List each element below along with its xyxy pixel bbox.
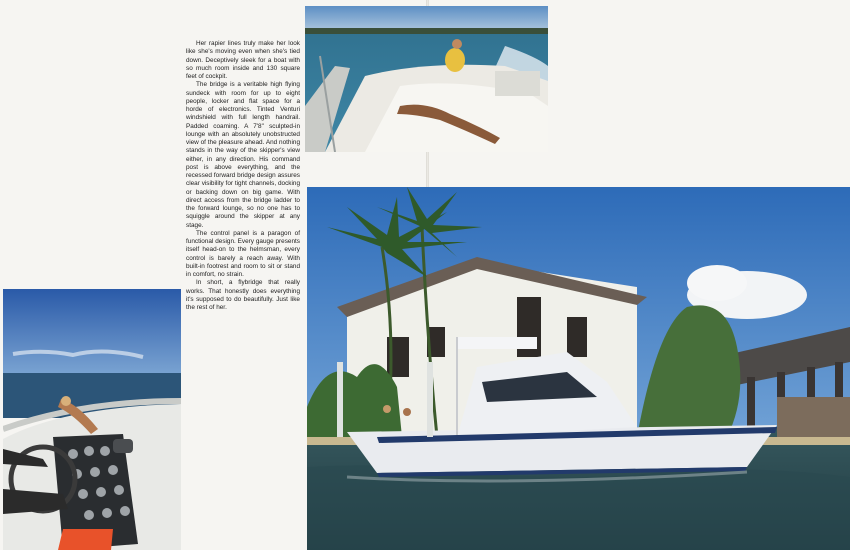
body-copy [186, 40, 300, 312]
photo-yacht-at-dock [307, 187, 850, 550]
paragraph-1: Her rapier lines truly make her look like she's moving even when she's tied down. Deceptively sleek for a boat with so much room inside and 130 square feet of cockpit. [186, 40, 300, 80]
paragraph-3: The control panel is a paragon of functional design. Every gauge presents itself head-on to the helmsman, every control is barely a reach away. With built-in footrest and room to sit or stand in comfort, no strain. [186, 229, 300, 278]
paragraph-4: In short, a flybridge that really works. That honestly does everything it's supposed to do beautifully. Just like the rest of her. [186, 279, 300, 311]
paragraph-2: The bridge is a veritable high flying sundeck with room for up to eight people, locker and flat space for a horde of electronics. Tinted Venturi windshield with full length handrail. Padded coaming. A 7'8" sculpted-in lounge with an absolutely unobstructed view of the pleasure ahead. And nothing stands in the way of the skipper's view either, in any direction. His command post is above everything, and the recessed forward bridge design assures clear visibility for tight channels, docking or backing down on big game. With direct access from the bridge ladder to the forward lounge, so no one has to squiggle around the skipper at any stage. [186, 81, 300, 229]
photo-foredeck-sunbather [305, 6, 548, 152]
photo-helm-control-panel [3, 289, 181, 550]
